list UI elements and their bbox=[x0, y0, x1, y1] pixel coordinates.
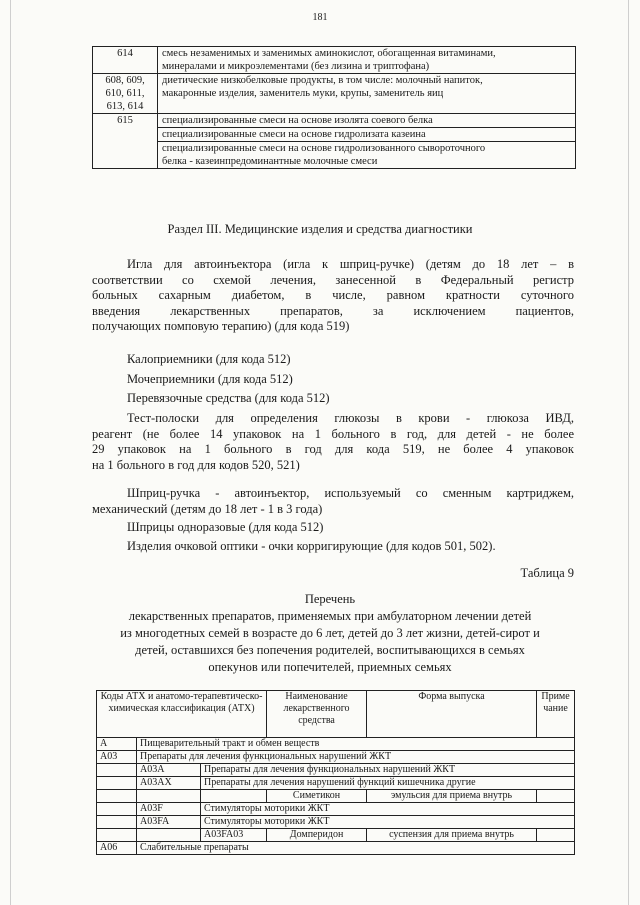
atc-code-cell: A03FA bbox=[137, 816, 201, 829]
drug-name-cell: Симетикон bbox=[267, 790, 367, 803]
dressing-item: Перевязочные средства (для кода 512) bbox=[127, 391, 330, 405]
group-name-cell: Стимуляторы моторики ЖКТ bbox=[201, 803, 575, 816]
text-line: Шприц-ручка - автоинъектор, используемый со сменным картриджем, bbox=[127, 486, 574, 500]
product-cell bbox=[158, 74, 576, 114]
code-line: 610, 611, bbox=[105, 88, 145, 99]
note-cell bbox=[537, 790, 575, 803]
text-line: 29 упаковок на 1 больного в год для кода 519, не более 4 упаковок bbox=[92, 442, 574, 457]
empty-cell bbox=[97, 803, 137, 816]
code-cell: 615 bbox=[93, 114, 158, 169]
atc-code-cell: A03AX bbox=[137, 777, 201, 790]
empty-cell bbox=[97, 777, 137, 790]
table-row bbox=[97, 790, 575, 803]
product-line: диетические низкобелковые продукты, в том числе: молочный напиток, bbox=[162, 75, 483, 86]
text-line: на 1 больного в год для кодов 520, 521) bbox=[92, 457, 300, 472]
group-name-cell: Стимуляторы моторики ЖКТ bbox=[201, 816, 575, 829]
table-row bbox=[97, 816, 575, 829]
empty-cell bbox=[201, 790, 267, 803]
empty-cell bbox=[97, 764, 137, 777]
urine-item: Мочеприемники (для кода 512) bbox=[127, 372, 293, 386]
list-subtitle-line: детей, оставшихся без попечения родителей, воспитывающихся в семьях bbox=[135, 643, 525, 657]
product-cell bbox=[158, 47, 576, 74]
product-cell: специализированные смеси на основе гидролизата казеина bbox=[158, 128, 576, 142]
text-line: Тест-полоски для определения глюкозы в крови - глюкоза ИВД, bbox=[127, 411, 574, 425]
table-row bbox=[97, 803, 575, 816]
dosage-form-cell: эмульсия для приема внутрь bbox=[367, 790, 537, 803]
note-cell bbox=[537, 829, 575, 842]
table-row bbox=[93, 74, 576, 114]
table-header-row bbox=[97, 691, 575, 738]
atc-code-cell: A03F bbox=[137, 803, 201, 816]
list-subtitle-line: лекарственных препаратов, применяемых при амбулаторном лечении детей bbox=[128, 609, 532, 623]
text-line: получающих помповую терапию) (для кода 519) bbox=[92, 319, 350, 334]
atc-code-cell: A03FA03 bbox=[201, 829, 267, 842]
group-name-cell: Препараты для лечения функциональных нарушений ЖКТ bbox=[201, 764, 575, 777]
drug-name-cell: Домперидон bbox=[267, 829, 367, 842]
empty-cell bbox=[97, 829, 137, 842]
table-row bbox=[93, 142, 576, 169]
scan-edge-right bbox=[628, 0, 629, 905]
product-line: макаронные изделия, заменитель муки, крупы, заменитель яиц bbox=[162, 88, 444, 99]
group-name-cell: Пищеварительный тракт и обмен веществ bbox=[137, 738, 575, 751]
code-cell: 614 bbox=[93, 47, 158, 74]
text-line: Игла для автоинъектора (игла к шприц-ручке) (детям до 18 лет – в bbox=[127, 257, 574, 271]
section-heading: Раздел III. Медицинские изделия и средства диагностики bbox=[167, 222, 473, 236]
list-subtitle-line: из многодетных семей в возрасте до 6 лет, детей до 3 лет жизни, детей-сирот и bbox=[120, 626, 540, 640]
product-line: белка - казеинпредоминантные молочные смеси bbox=[162, 156, 378, 167]
product-line: минералами и микроэлементами (без лизина и триптофана) bbox=[162, 61, 430, 72]
empty-cell bbox=[97, 790, 137, 803]
empty-cell bbox=[137, 829, 201, 842]
page-number: 181 bbox=[312, 12, 328, 23]
code-line: 608, 609, bbox=[105, 75, 145, 86]
colostomy-item: Калоприемники (для кода 512) bbox=[127, 352, 291, 366]
empty-cell bbox=[97, 816, 137, 829]
form-header: Форма выпуска bbox=[367, 691, 537, 738]
table-row bbox=[97, 829, 575, 842]
table-row bbox=[97, 777, 575, 790]
table-row bbox=[93, 114, 576, 128]
empty-cell bbox=[137, 790, 201, 803]
scan-edge-left bbox=[10, 0, 11, 905]
text-line: больных сахарным диабетом, в числе, равном кратности суточного bbox=[92, 288, 574, 303]
name-header: Наименование лекарственного средства bbox=[267, 691, 367, 738]
list-title: Перечень bbox=[304, 592, 356, 606]
strips-paragraph bbox=[92, 411, 574, 473]
optics-item: Изделия очковой оптики - очки корригирующие (для кодов 501, 502). bbox=[127, 539, 496, 553]
group-name-cell: Препараты для лечения функциональных нарушений ЖКТ bbox=[137, 751, 575, 764]
atc-header: Коды АТХ и анатомо-терапевтическо-химическая классификация (АТХ) bbox=[97, 691, 267, 738]
text-line: соответствии со схемой лечения, занесенной в Федеральный регистр bbox=[92, 272, 574, 287]
group-name-cell: Слабительные препараты bbox=[137, 842, 575, 855]
table-row bbox=[97, 738, 575, 751]
product-line: смесь незаменимых и заменимых аминокислот, обогащенная витаминами, bbox=[162, 48, 496, 59]
table-row bbox=[97, 764, 575, 777]
table-row bbox=[97, 842, 575, 855]
atc-code-cell: A bbox=[97, 738, 137, 751]
note-header: Примечание bbox=[537, 691, 575, 738]
list-subtitle-line: опекунов или попечителей, приемных семьях bbox=[208, 660, 452, 674]
syringes-item: Шприцы одноразовые (для кода 512) bbox=[127, 520, 324, 534]
needle-paragraph bbox=[92, 257, 574, 335]
atc-drug-table bbox=[96, 690, 575, 855]
product-code-table bbox=[92, 46, 576, 169]
text-line: введения лекарственных препаратов, за исключением пациентов, bbox=[92, 303, 574, 318]
group-name-cell: Препараты для лечения нарушений функций кишечника другие bbox=[201, 777, 575, 790]
product-line: специализированные смеси на основе гидролизованного сывороточного bbox=[162, 143, 486, 154]
table-row bbox=[93, 128, 576, 142]
text-line: реагент (не более 14 упаковок на 1 больного в год, для детей - не более bbox=[92, 426, 574, 441]
table-label: Таблица 9 bbox=[520, 566, 574, 580]
atc-code-cell: A03A bbox=[137, 764, 201, 777]
code-line: 613, 614 bbox=[106, 101, 144, 112]
atc-code-cell: A03 bbox=[97, 751, 137, 764]
product-cell bbox=[158, 142, 576, 169]
dosage-form-cell: суспензия для приема внутрь bbox=[367, 829, 537, 842]
atc-code-cell: A06 bbox=[97, 842, 137, 855]
product-cell: специализированные смеси на основе изолята соевого белка bbox=[158, 114, 576, 128]
pen-paragraph bbox=[92, 486, 574, 517]
table-row bbox=[93, 47, 576, 74]
table-row bbox=[97, 751, 575, 764]
code-cell bbox=[93, 74, 158, 114]
text-line: механический (детям до 18 лет - 1 в 3 года) bbox=[92, 501, 323, 516]
